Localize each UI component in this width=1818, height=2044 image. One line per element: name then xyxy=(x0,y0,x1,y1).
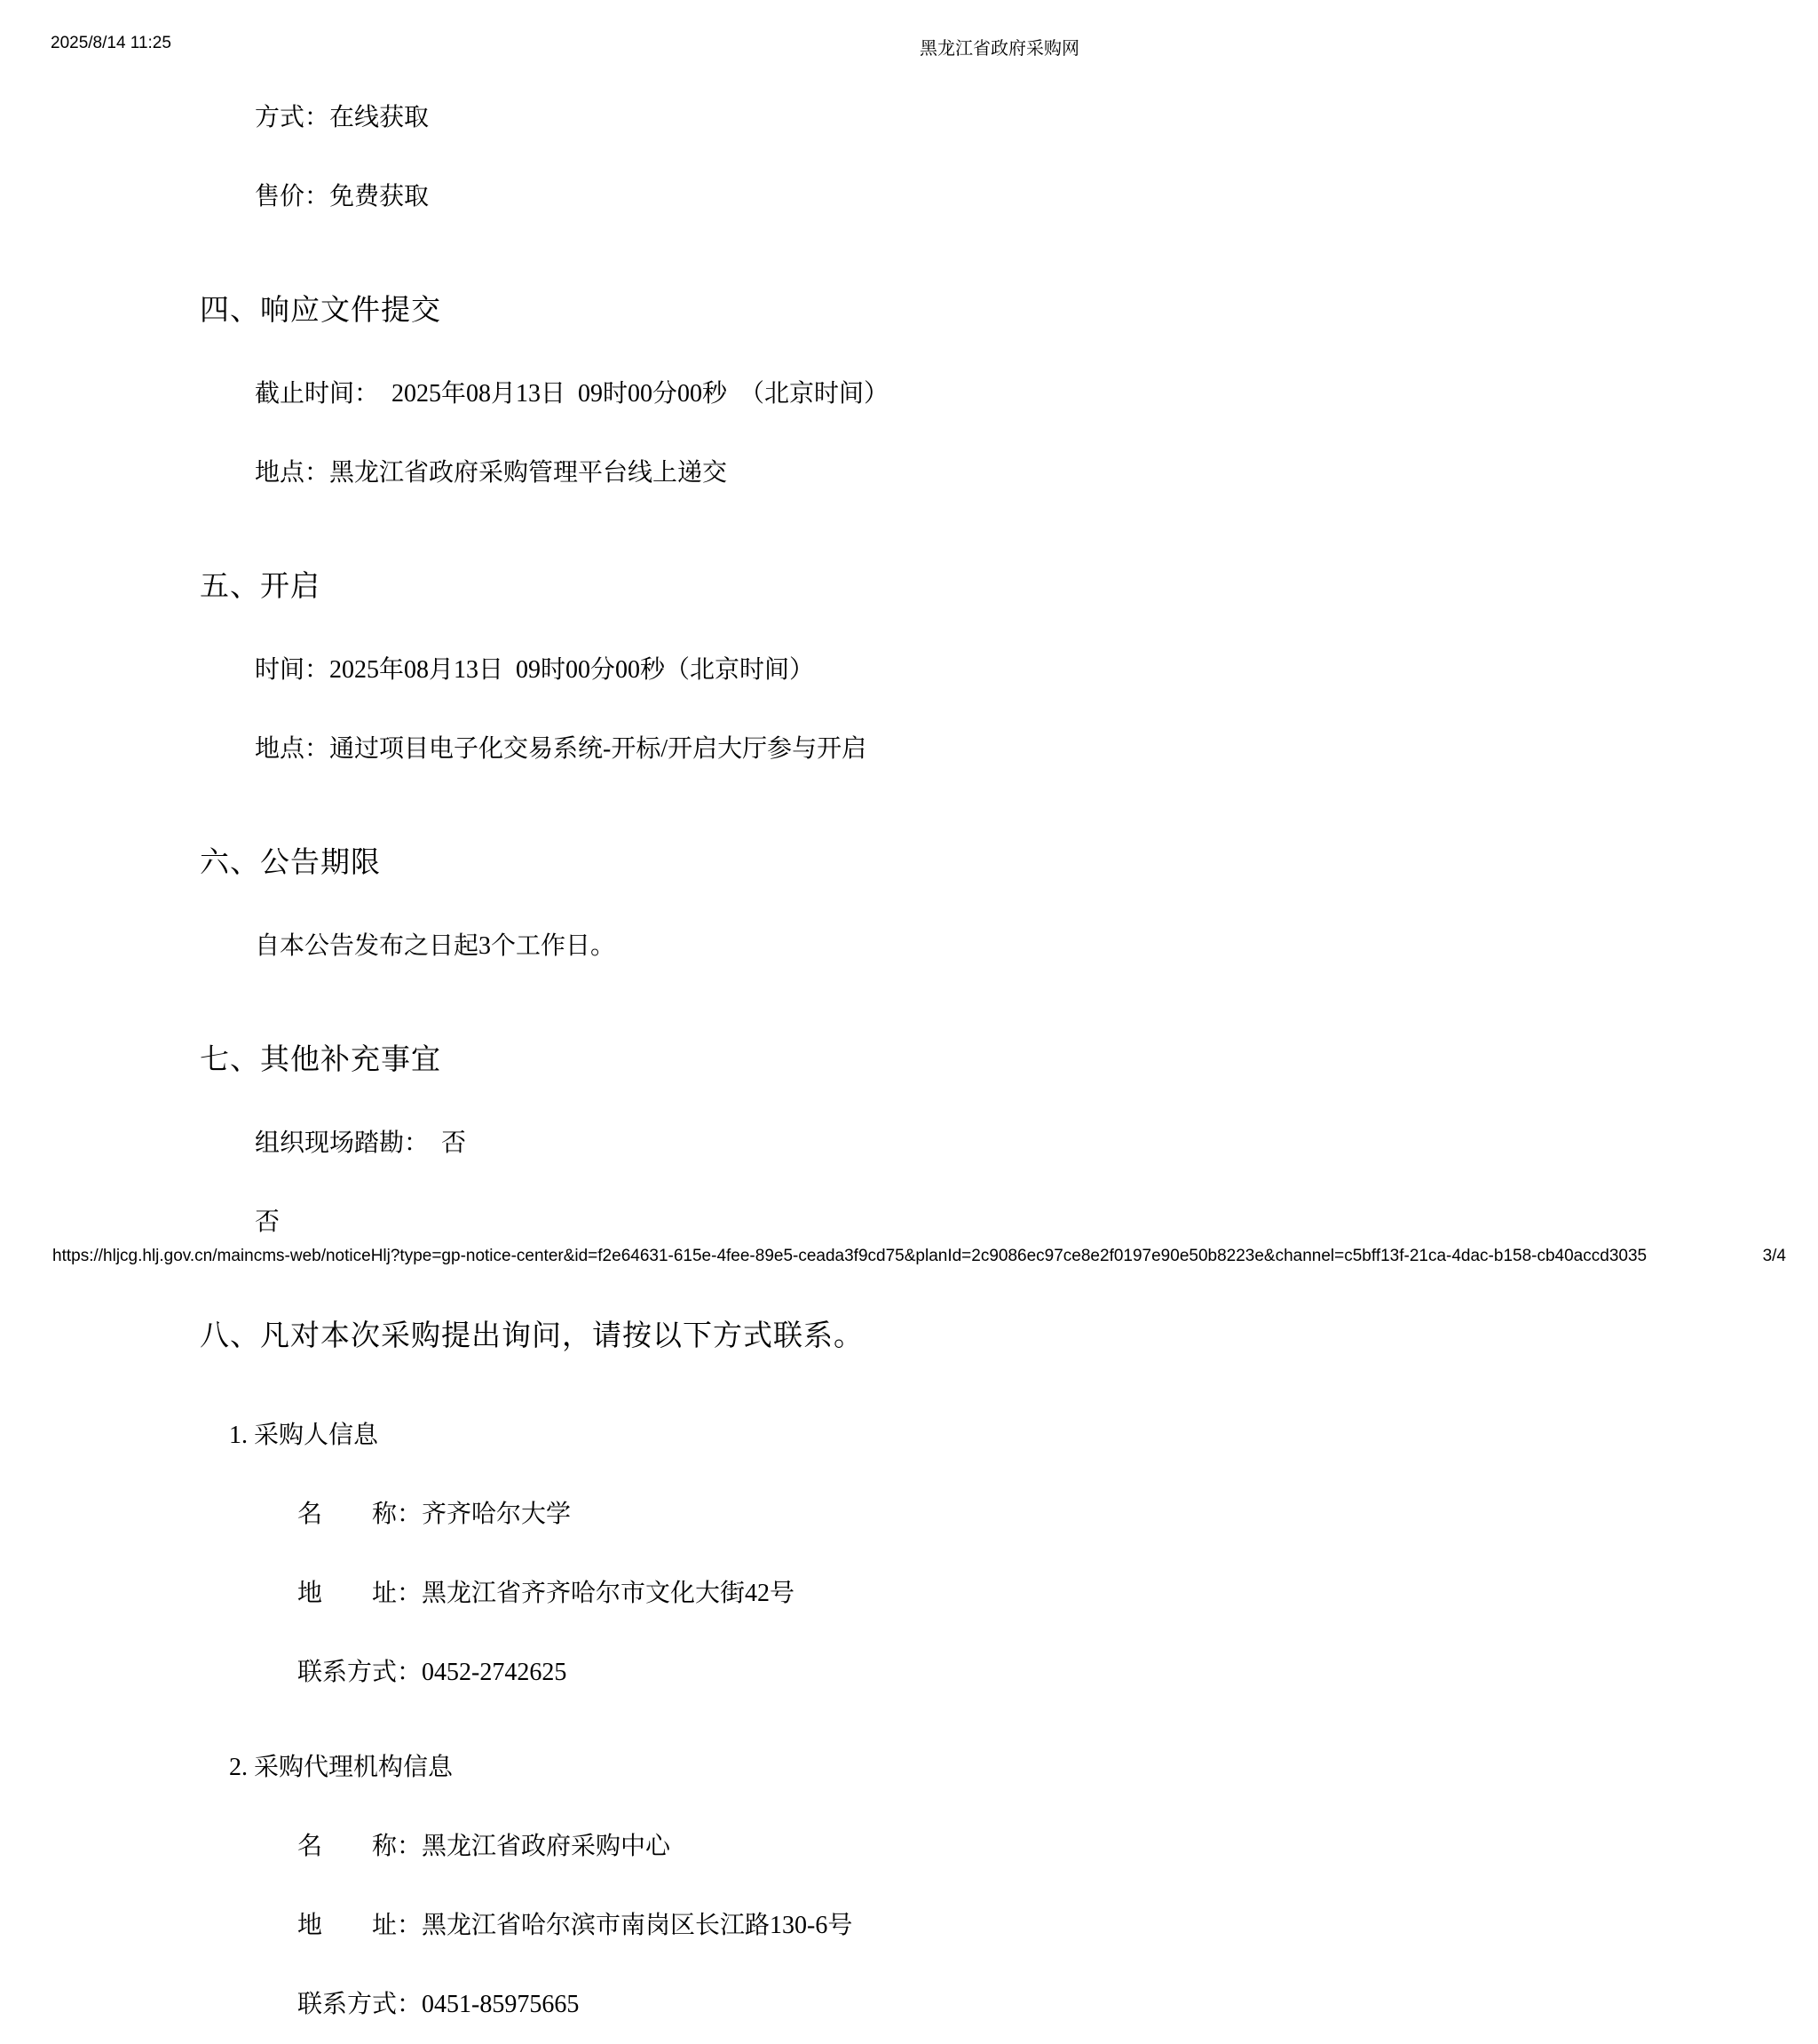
doc-price-line: 售价：免费获取 xyxy=(255,183,430,210)
submit-place-line: 地点：黑龙江省政府采购管理平台线上递交 xyxy=(255,459,728,487)
source-url: https://hljcg.hlj.gov.cn/maincms-web/noticeHlj?type=gp-notice-center&id=f2e64631-615e-4fee-89e5-ceada3f9cd75&planId=2c9086ec97ce8e2f0197e90e50b8223e&channel=c5bff13f-21ca-4dac-b158-cb40accd3035 xyxy=(52,1247,1648,1265)
section-8-heading: 八、凡对本次采购提出询问，请按以下方式联系。 xyxy=(200,1320,864,1352)
page-indicator: 3/4 xyxy=(1762,1247,1786,1265)
announce-period-line: 自本公告发布之日起3个工作日。 xyxy=(255,932,616,960)
notice-document xyxy=(200,62,1765,2044)
purchaser-phone-line: 联系方式：0452-2742625 xyxy=(297,1659,567,1686)
print-datetime: 2025/8/14 11:25 xyxy=(51,34,171,52)
purchaser-address-line: 地 址：黑龙江省齐齐哈尔市文化大街42号 xyxy=(297,1580,795,1607)
agency-name-line: 名 称：黑龙江省政府采购中心 xyxy=(297,1833,671,1860)
purchaser-name-line: 名 称：齐齐哈尔大学 xyxy=(297,1501,572,1528)
section-5-heading: 五、开启 xyxy=(200,571,320,603)
opening-time-line: 时间：2025年08月13日 09时00分00秒（北京时间） xyxy=(255,656,815,684)
section-7-heading: 七、其他补充事宜 xyxy=(200,1044,441,1076)
submit-deadline-line: 截止时间： 2025年08月13日 09时00分00秒 （北京时间） xyxy=(255,380,889,408)
site-survey-line: 组织现场踏勘： 否 xyxy=(255,1129,467,1157)
opening-place-line: 地点：通过项目电子化交易系统-开标/开启大厅参与开启 xyxy=(255,735,867,763)
agency-info-label: 2. 采购代理机构信息 xyxy=(229,1754,454,1781)
doc-obtain-method-line: 方式：在线获取 xyxy=(255,104,430,131)
section-6-heading: 六、公告期限 xyxy=(200,847,381,879)
agency-address-line: 地 址：黑龙江省哈尔滨市南岗区长江路130-6号 xyxy=(297,1912,853,1939)
section-4-heading: 四、响应文件提交 xyxy=(200,295,441,327)
site-survey-answer-line: 否 xyxy=(255,1208,281,1236)
purchaser-info-label: 1. 采购人信息 xyxy=(229,1422,379,1449)
agency-phone-line: 联系方式：0451-85975665 xyxy=(297,1991,580,2018)
site-title: 黑龙江省政府采购网 xyxy=(920,39,1079,59)
